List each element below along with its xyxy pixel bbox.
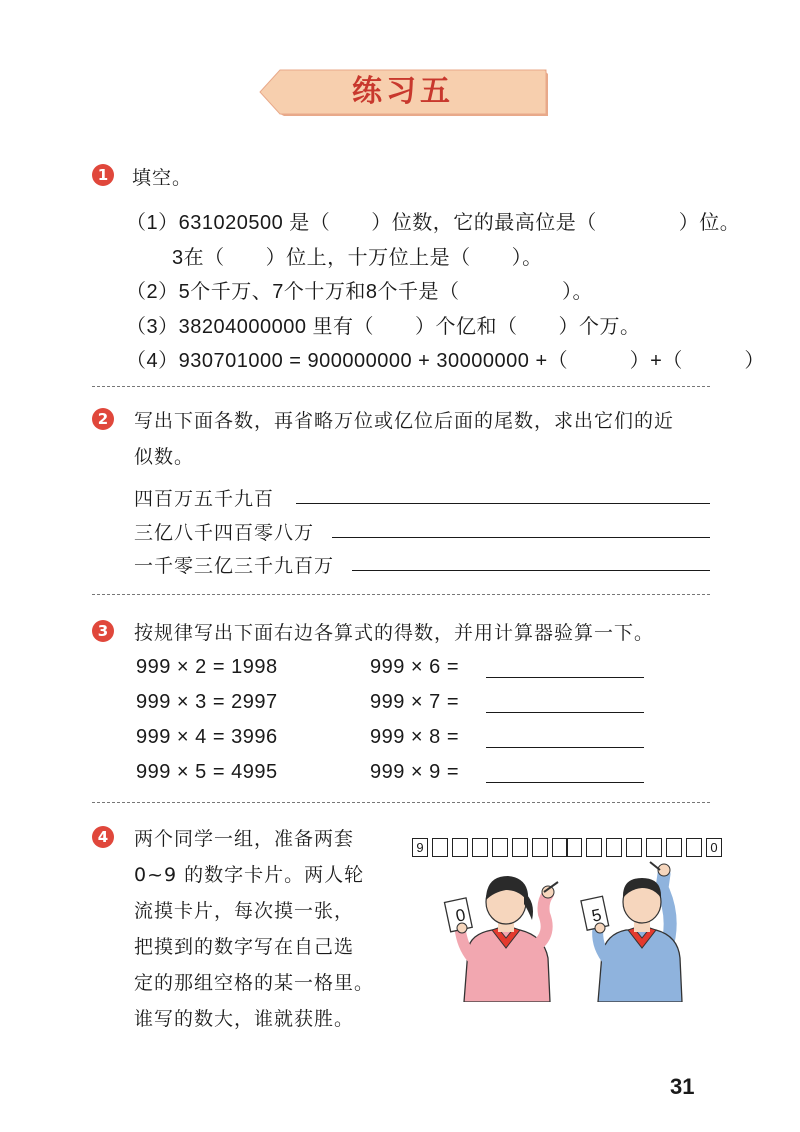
digit-card[interactable]: 0 xyxy=(706,838,722,857)
q3-left-3: 999 × 4 = 3996 xyxy=(136,726,278,748)
digit-card[interactable]: 9 xyxy=(412,838,428,857)
answer-line[interactable] xyxy=(332,537,710,538)
answer-line[interactable] xyxy=(486,747,644,748)
question-1-heading: 填空。 xyxy=(132,167,193,189)
q1-line-5: （4）930701000 = 900000000 + 30000000 +（ ）+（ ） xyxy=(126,350,765,372)
title-banner xyxy=(258,68,548,116)
question-3-heading: 按规律写出下面右边各算式的得数，并用计算器验算一下。 xyxy=(134,622,655,644)
q1-line-2: 3在（ ）位上，十万位上是（ ）。 xyxy=(172,247,543,269)
q1-line-3: （2）5个千万、7个十万和8个千是（ ）。 xyxy=(126,281,593,303)
q4-line-2: 0~9 的数字卡片。两人轮 xyxy=(134,864,365,886)
girl-illustration xyxy=(440,862,570,1002)
q3-right-1: 999 × 6 = xyxy=(370,656,460,678)
q4-line-5: 定的那组空格的某一格里。 xyxy=(134,972,375,994)
girl-card-digit: 0 xyxy=(454,905,468,926)
digit-card[interactable] xyxy=(452,838,468,857)
answer-line[interactable] xyxy=(352,570,710,571)
q2-item-2: 三亿八千四百零八万 xyxy=(134,522,315,544)
question-4-number: 4 xyxy=(92,826,114,848)
digit-card[interactable] xyxy=(586,838,602,857)
q4-line-4: 把摸到的数字写在自己选 xyxy=(134,936,355,958)
question-2-number: 2 xyxy=(92,408,114,430)
digit-card[interactable] xyxy=(432,838,448,857)
digit-card[interactable] xyxy=(606,838,622,857)
answer-line[interactable] xyxy=(486,782,644,783)
question-3-number: 3 xyxy=(92,620,114,642)
page-title: 练习五 xyxy=(352,74,454,109)
question-1-number: 1 xyxy=(92,164,114,186)
page-number: 31 xyxy=(670,1074,695,1099)
q3-right-4: 999 × 9 = xyxy=(370,761,460,783)
q2-item-3: 一千零三亿三千九百万 xyxy=(134,555,335,577)
digit-card[interactable] xyxy=(512,838,528,857)
digit-card[interactable] xyxy=(626,838,642,857)
q4-line-6: 谁写的数大，谁就获胜。 xyxy=(134,1008,355,1030)
section-divider xyxy=(92,386,710,387)
section-divider xyxy=(92,594,710,595)
q4-line-1: 两个同学一组，准备两套 xyxy=(134,828,355,850)
digit-card[interactable] xyxy=(666,838,682,857)
digit-card[interactable] xyxy=(492,838,508,857)
boy-illustration xyxy=(580,858,700,1002)
q1-line-1: （1）631020500 是（ ）位数，它的最高位是（ ）位。 xyxy=(126,212,741,234)
q3-right-2: 999 × 7 = xyxy=(370,691,460,713)
q4-line-3: 流摸卡片，每次摸一张， xyxy=(134,900,355,922)
q2-item-1: 四百万五千九百 xyxy=(134,488,275,510)
boy-card-digit: 5 xyxy=(590,905,604,926)
left-card-row xyxy=(412,838,568,857)
answer-line[interactable] xyxy=(296,503,710,504)
q3-left-1: 999 × 2 = 1998 xyxy=(136,656,278,678)
digit-card[interactable] xyxy=(566,838,582,857)
q3-left-2: 999 × 3 = 2997 xyxy=(136,691,278,713)
q3-left-4: 999 × 5 = 4995 xyxy=(136,761,278,783)
digit-card[interactable] xyxy=(646,838,662,857)
answer-line[interactable] xyxy=(486,677,644,678)
answer-line[interactable] xyxy=(486,712,644,713)
digit-card[interactable] xyxy=(686,838,702,857)
q1-line-4: （3）38204000000 里有（ ）个亿和（ ）个万。 xyxy=(126,316,641,338)
q3-right-3: 999 × 8 = xyxy=(370,726,460,748)
question-2-heading-line-1: 写出下面各数，再省略万位或亿位后面的尾数，求出它们的近 xyxy=(134,410,675,432)
section-divider xyxy=(92,802,710,803)
right-card-row xyxy=(566,838,722,857)
digit-card[interactable] xyxy=(472,838,488,857)
question-2-heading-line-2: 似数。 xyxy=(134,446,195,468)
digit-card[interactable] xyxy=(532,838,548,857)
